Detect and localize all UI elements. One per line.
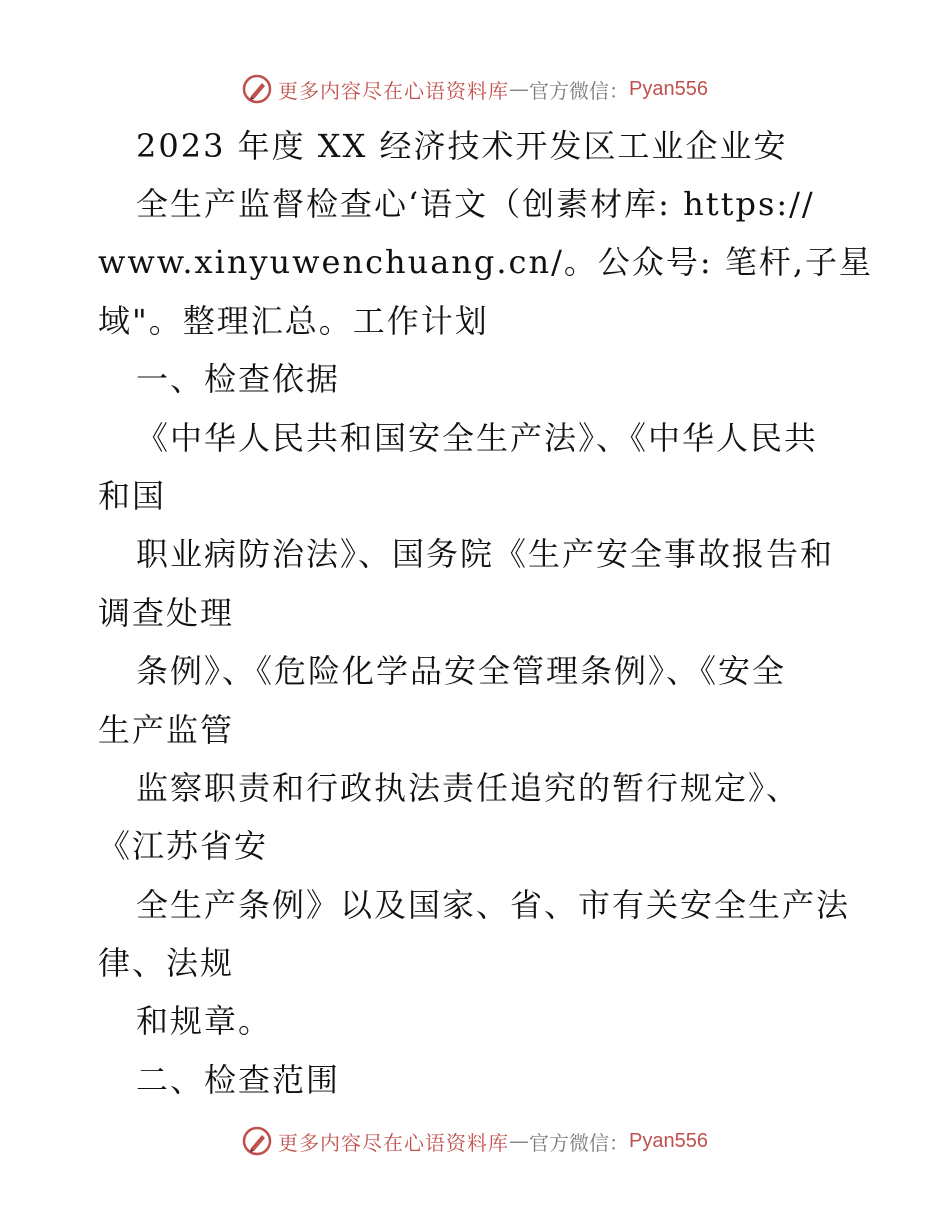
pen-logo-icon [242, 1126, 272, 1156]
watermark-dash: — [509, 1129, 530, 1153]
body-line: 调查处理 [98, 594, 235, 632]
body-line: 2023 年度 XX 经济技术开发区工业企业安 [136, 127, 788, 165]
body-line: 域"。整理汇总。工作计划 [98, 302, 489, 340]
footer-watermark [0, 1124, 950, 1158]
body-line: www.xinyuwenchuang.cn/。公众号: 笔杆,子星 [98, 243, 873, 281]
body-line: 职业病防治法》、国务院《生产安全事故报告和 [136, 535, 835, 573]
section-heading: 二、检查范围 [136, 1061, 341, 1099]
body-line: 全生产条例》以及国家、省、市有关安全生产法 [136, 886, 851, 924]
body-line: 《江苏省安 [98, 827, 269, 865]
watermark-sub: 官方微信： [529, 1130, 630, 1155]
section-heading: 一、检查依据 [136, 360, 341, 398]
body-line: 条例》、《危险化学品安全管理条例》、《安全 [136, 652, 787, 690]
body-line: 律、法规 [98, 944, 235, 982]
header-watermark [0, 72, 950, 106]
watermark-sub: 官方微信： [529, 78, 630, 103]
watermark-id: Pyan556 [629, 1129, 708, 1152]
pen-logo-icon [242, 74, 272, 104]
body-line: 生产监管 [98, 711, 235, 749]
body-line: 监察职责和行政执法责任追究的暂行规定》、 [136, 769, 801, 807]
body-line: 和规章。 [136, 1002, 273, 1040]
body-line: 和国 [98, 477, 167, 515]
body-line: 《中华人民共和国安全生产法》、《中华人民共 [136, 419, 819, 457]
watermark-text: 更多内容尽在心语资料库 [278, 78, 510, 103]
watermark-dash: — [509, 77, 530, 101]
body-line: 全生产监督检查心‘语文（创素材库: https:// [136, 185, 815, 223]
watermark-text: 更多内容尽在心语资料库 [278, 1130, 510, 1155]
watermark-id: Pyan556 [629, 77, 708, 100]
